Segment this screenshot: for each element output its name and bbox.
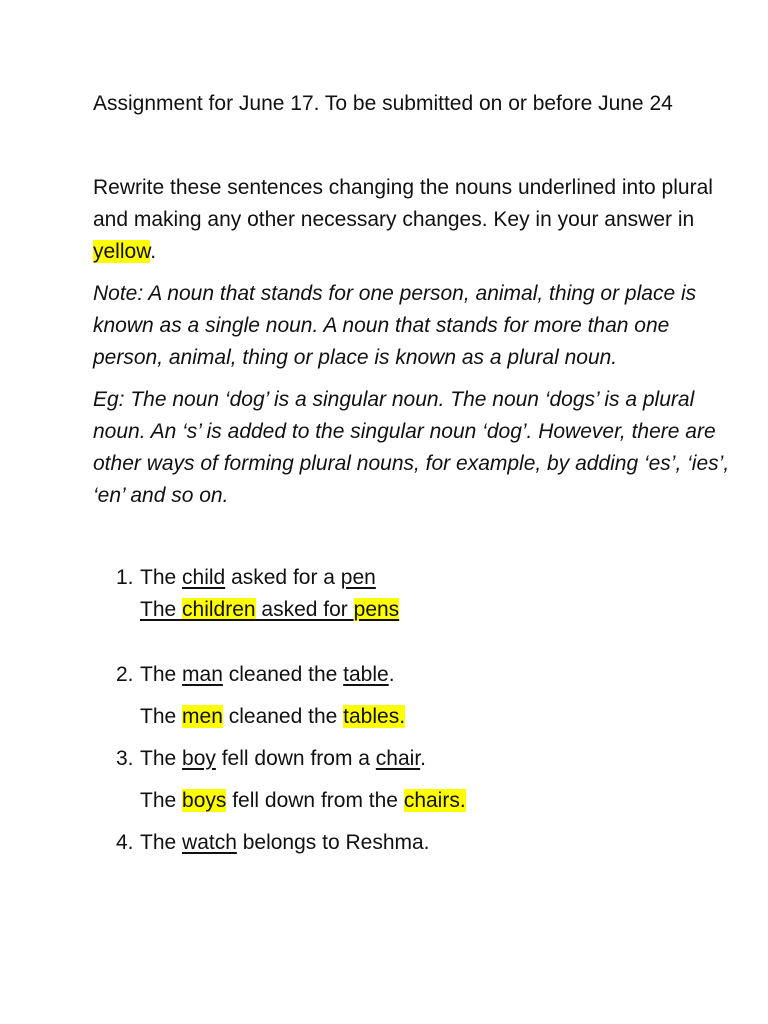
document-page (93, 88, 733, 859)
underlined-noun: child (182, 566, 226, 589)
underlined-noun: chair (375, 747, 421, 770)
yellow-highlight-word: yellow (93, 240, 151, 263)
answer-text: The (140, 705, 183, 728)
question-2 (93, 659, 733, 733)
sentence-text: belongs to Reshma. (236, 831, 430, 854)
answer-text: The (140, 789, 183, 812)
answer-text: The (140, 598, 183, 621)
underlined-noun: pen (340, 566, 376, 589)
question-list (93, 562, 733, 859)
question-1 (93, 562, 733, 626)
answer-sentence (140, 701, 733, 733)
question-number: 3. (116, 747, 134, 770)
question-sentence (140, 659, 733, 691)
answer-plural-noun: tables. (343, 705, 406, 728)
question-number: 2. (116, 663, 134, 686)
sentence-text: The (140, 747, 183, 770)
sentence-text: The (140, 831, 183, 854)
sentence-text: The (140, 566, 183, 589)
answer-plural-noun: pens (353, 598, 400, 621)
answer-text: asked for (255, 598, 354, 621)
answer-sentence (140, 785, 733, 817)
answer-text: cleaned the (222, 705, 344, 728)
question-3 (93, 743, 733, 817)
assignment-title: Assignment for June 17. To be submitted on or before June 24 (93, 92, 673, 115)
example-paragraph: Eg: The noun ‘dog’ is a singular noun. The noun ‘dogs’ is a plural noun. An ‘s’ is added to the singular noun ‘dog’. However, there are other ways of forming plural nouns, for example, by adding ‘es’, ‘ies’, ‘en’ and so on. (93, 388, 730, 507)
sentence-text: asked for a (225, 566, 341, 589)
question-sentence (140, 743, 733, 775)
instructions-end: . (150, 240, 157, 263)
answer-plural-noun: children (182, 598, 256, 621)
underlined-noun: man (182, 663, 223, 686)
sentence-text: The (140, 663, 183, 686)
note-paragraph: Note: A noun that stands for one person, animal, thing or place is known as a single noun. A noun that stands for more than one person, animal, thing or place is known as a plural noun. (93, 282, 697, 369)
question-number: 1. (116, 566, 134, 589)
question-4 (93, 827, 733, 859)
underlined-noun: boy (182, 747, 216, 770)
instructions-text: Rewrite these sentences changing the nouns underlined into plural and making any other necessary changes. Key in your answer in (93, 176, 713, 231)
instructions-paragraph (93, 172, 733, 268)
answer-plural-noun: men (182, 705, 223, 728)
sentence-text: fell down from a (215, 747, 376, 770)
sentence-text: . (388, 663, 395, 686)
answer-plural-noun: boys (182, 789, 227, 812)
answer-plural-noun: chairs. (403, 789, 466, 812)
question-number: 4. (116, 831, 134, 854)
answer-text: fell down from the (226, 789, 404, 812)
underlined-noun: watch (182, 831, 237, 854)
question-sentence (140, 827, 733, 859)
answer-sentence (140, 594, 733, 626)
question-sentence (140, 562, 733, 594)
underlined-noun: table (343, 663, 389, 686)
sentence-text: cleaned the (222, 663, 344, 686)
sentence-text: . (420, 747, 426, 770)
